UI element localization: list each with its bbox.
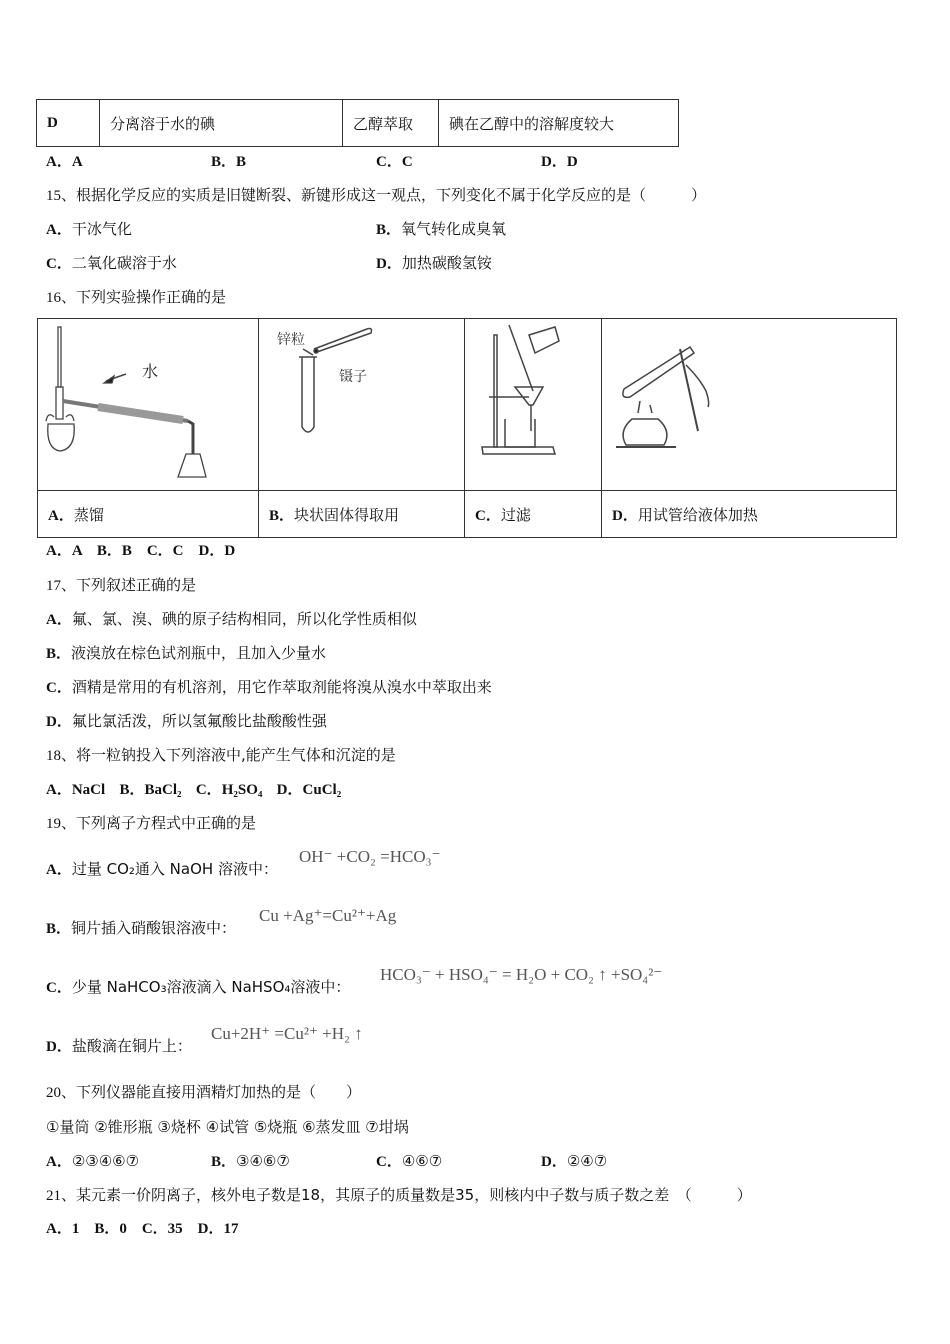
q19-stem: 19、下列离子方程式中正确的是 xyxy=(46,814,257,832)
q16-options[interactable]: A．A B．B C．C D．D xyxy=(46,543,236,559)
test-tube-tweezers-icon xyxy=(259,319,484,489)
q14-option-d[interactable]: D．D xyxy=(541,154,578,170)
table-cell-reason: 碘在乙醇中的溶解度较大 xyxy=(439,100,679,147)
q14-option-c[interactable]: C．C xyxy=(376,154,413,170)
q20-option-d[interactable]: D．②④⑦ xyxy=(541,1152,608,1170)
q15-stem: 15、根据化学反应的实质是旧键断裂、新键形成这一观点，下列变化不属于化学反应的是（ ） xyxy=(46,186,707,204)
q19-option-a[interactable]: A．过量 CO₂通入 NaOH 溶液中： xyxy=(46,860,278,878)
q18-options[interactable]: A．NaCl B．BaCl₂ C．H₂SO₄ D．CuCl₂ xyxy=(46,782,342,798)
q19-equation-b: Cu +Ag⁺=Cu²⁺+Ag xyxy=(259,906,397,925)
q17-stem: 17、下列叙述正确的是 xyxy=(46,576,197,594)
table-cell-option: D xyxy=(37,100,100,147)
q15-option-c[interactable]: C．二氧化碳溶于水 xyxy=(46,254,177,272)
q20-option-a[interactable]: A．②③④⑥⑦ xyxy=(46,1152,140,1170)
q21-options[interactable]: A．1 B．0 C．35 D．17 xyxy=(46,1221,239,1237)
caption-b: B．块状固体得取用 xyxy=(259,491,465,538)
q16-stem: 16、下列实验操作正确的是 xyxy=(46,288,227,306)
q17-option-b[interactable]: B．液溴放在棕色试剂瓶中，且加入少量水 xyxy=(46,644,327,662)
heating-test-tube-icon xyxy=(602,319,835,489)
q20-option-c[interactable]: C．④⑥⑦ xyxy=(376,1152,443,1170)
q14-option-a[interactable]: A．A xyxy=(46,154,83,170)
q21-stem: 21、某元素一价阴离子，核外电子数是18，其原子的质量数是35，则核内中子数与质子数之差 （ ） xyxy=(46,1186,752,1204)
q14-table xyxy=(36,99,679,147)
q19-option-d[interactable]: D．盐酸滴在铜片上： xyxy=(46,1037,192,1055)
q16-figure-table xyxy=(37,318,897,538)
filtration-apparatus-icon xyxy=(465,319,622,489)
figure-filtration xyxy=(465,319,602,491)
q19-equation-d: Cu+2H⁺ =Cu²⁺ +H₂ ↑ xyxy=(211,1024,363,1043)
svg-text:锌粒: 锌粒 xyxy=(277,332,305,348)
water-label: 水 xyxy=(142,362,159,381)
q20-option-b[interactable]: B．③④⑥⑦ xyxy=(211,1152,290,1170)
q14-option-b[interactable]: B．B xyxy=(211,154,247,170)
q15-option-b[interactable]: B．氧气转化成臭氧 xyxy=(376,220,507,238)
q19-equation-c: HCO₃⁻ + HSO₄⁻ = H₂O + CO₂ ↑ +SO₄²⁻ xyxy=(380,965,663,984)
q15-option-a[interactable]: A．干冰气化 xyxy=(46,220,132,238)
q17-option-c[interactable]: C．酒精是常用的有机溶剂，用它作萃取剂能将溴从溴水中萃取出来 xyxy=(46,678,492,696)
q20-stem: 20、下列仪器能直接用酒精灯加热的是（ ） xyxy=(46,1083,362,1101)
figure-distillation xyxy=(38,319,259,491)
caption-c: C．过滤 xyxy=(465,491,602,538)
q17-option-d[interactable]: D．氟比氯活泼，所以氢氟酸比盐酸酸性强 xyxy=(46,712,327,730)
q15-option-d[interactable]: D．加热碳酸氢铵 xyxy=(376,254,492,272)
table-cell-method: 乙醇萃取 xyxy=(343,100,439,147)
svg-text:镊子: 镊子 xyxy=(339,369,367,385)
q19-option-b[interactable]: B．铜片插入硝酸银溶液中： xyxy=(46,919,237,937)
figure-solid-handling xyxy=(259,319,465,491)
table-cell-purpose: 分离溶于水的碘 xyxy=(100,100,343,147)
q19-option-c[interactable]: C．少量 NaHCO₃溶液滴入 NaHSO₄溶液中： xyxy=(46,978,351,996)
q17-option-a[interactable]: A．氟、氯、溴、碘的原子结构相同，所以化学性质相似 xyxy=(46,610,417,628)
caption-a: A．蒸馏 xyxy=(38,491,259,538)
figure-heating-liquid xyxy=(602,319,897,491)
q18-stem: 18、将一粒钠投入下列溶液中,能产生气体和沉淀的是 xyxy=(46,746,396,764)
caption-d: D．用试管给液体加热 xyxy=(602,491,897,538)
distillation-apparatus-icon xyxy=(38,319,278,489)
q20-items: ①量筒 ②锥形瓶 ③烧杯 ④试管 ⑤烧瓶 ⑥蒸发皿 ⑦坩埚 xyxy=(46,1118,409,1136)
q19-equation-a: OH⁻ +CO₂ =HCO₃⁻ xyxy=(299,847,441,866)
